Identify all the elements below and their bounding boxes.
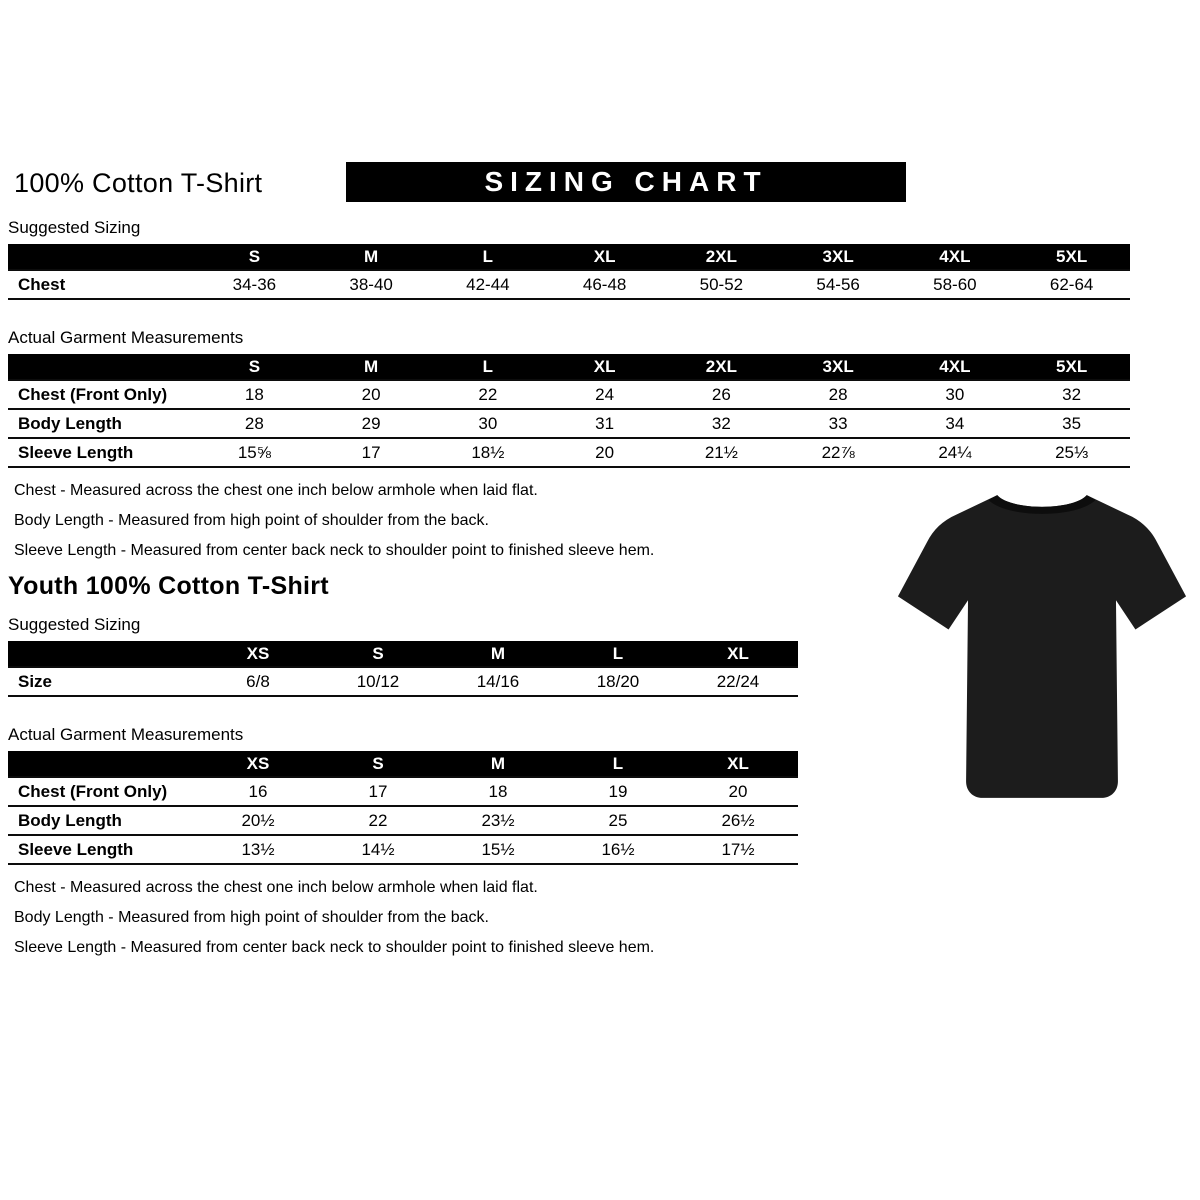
- column-header: 2XL: [663, 244, 780, 270]
- column-header: S: [196, 354, 313, 380]
- note-sleeve-length: Sleeve Length - Measured from center back neck to shoulder point to finished sleeve hem.: [14, 939, 655, 956]
- column-header: M: [313, 244, 430, 270]
- cell-value: 25: [558, 806, 678, 835]
- note-body-length: Body Length - Measured from high point of shoulder from the back.: [14, 909, 489, 926]
- cell-value: 14/16: [438, 667, 558, 696]
- cell-value: 21½: [663, 438, 780, 467]
- row-label: Sleeve Length: [8, 438, 196, 467]
- cell-value: 14½: [318, 835, 438, 864]
- cell-value: 29: [313, 409, 430, 438]
- cell-value: 34: [897, 409, 1014, 438]
- column-header: 4XL: [897, 354, 1014, 380]
- cell-value: 17½: [678, 835, 798, 864]
- table-row: [8, 835, 798, 864]
- cell-value: 22/24: [678, 667, 798, 696]
- youth-actual-table: [8, 751, 798, 865]
- column-header: L: [558, 751, 678, 777]
- cell-value: 16: [198, 777, 318, 806]
- row-label: Body Length: [8, 409, 196, 438]
- cell-value: 34-36: [196, 270, 313, 299]
- column-header: 3XL: [780, 354, 897, 380]
- youth-notes: [8, 879, 1200, 957]
- column-header: S: [196, 244, 313, 270]
- cell-value: 33: [780, 409, 897, 438]
- header-row: [8, 168, 1200, 218]
- row-label: Sleeve Length: [8, 835, 198, 864]
- cell-value: 42-44: [430, 270, 547, 299]
- column-header: L: [430, 244, 547, 270]
- adult-actual-table: [8, 354, 1130, 468]
- header-row: [8, 244, 1130, 270]
- cell-value: 20: [678, 777, 798, 806]
- column-header: XS: [198, 751, 318, 777]
- column-header: XL: [546, 244, 663, 270]
- cell-value: 58-60: [897, 270, 1014, 299]
- column-header: S: [318, 751, 438, 777]
- table-row: [8, 667, 798, 696]
- cell-value: 19: [558, 777, 678, 806]
- cell-value: 18/20: [558, 667, 678, 696]
- cell-value: 25⅓: [1013, 438, 1130, 467]
- table-row: [8, 380, 1130, 409]
- column-header: [8, 751, 198, 777]
- cell-value: 18½: [430, 438, 547, 467]
- table-row: [8, 806, 798, 835]
- cell-value: 15⅝: [196, 438, 313, 467]
- column-header: XL: [546, 354, 663, 380]
- column-header: 2XL: [663, 354, 780, 380]
- note-sleeve-length: Sleeve Length - Measured from center back neck to shoulder point to finished sleeve hem.: [14, 542, 655, 559]
- youth-actual-measurements-label: Actual Garment Measurements: [8, 725, 244, 744]
- column-header: M: [438, 751, 558, 777]
- youth-suggested-sizing-label: Suggested Sizing: [8, 615, 141, 634]
- sizing-chart-banner: SIZING CHART: [346, 162, 906, 202]
- cell-value: 22: [318, 806, 438, 835]
- tshirt-silhouette-icon: [896, 476, 1188, 818]
- suggested-sizing-label: Suggested Sizing: [8, 218, 141, 237]
- cell-value: 17: [313, 438, 430, 467]
- page-title: 100% Cotton T-Shirt: [14, 168, 263, 198]
- cell-value: 13½: [198, 835, 318, 864]
- actual-measurements-label: Actual Garment Measurements: [8, 328, 244, 347]
- table-row: [8, 409, 1130, 438]
- column-header: [8, 354, 196, 380]
- cell-value: 30: [430, 409, 547, 438]
- cell-value: 20: [313, 380, 430, 409]
- youth-suggested-table: [8, 641, 798, 697]
- cell-value: 24: [546, 380, 663, 409]
- column-header: 5XL: [1013, 354, 1130, 380]
- note-chest: Chest - Measured across the chest one inch below armhole when laid flat.: [14, 482, 538, 499]
- cell-value: 54-56: [780, 270, 897, 299]
- cell-value: 26: [663, 380, 780, 409]
- column-header: XS: [198, 641, 318, 667]
- column-header: L: [558, 641, 678, 667]
- column-header: XL: [678, 751, 798, 777]
- cell-value: 31: [546, 409, 663, 438]
- column-header: L: [430, 354, 547, 380]
- cell-value: 23½: [438, 806, 558, 835]
- row-label: Chest (Front Only): [8, 380, 196, 409]
- cell-value: 30: [897, 380, 1014, 409]
- cell-value: 6/8: [198, 667, 318, 696]
- column-header: 4XL: [897, 244, 1014, 270]
- column-header: [8, 641, 198, 667]
- table-row: [8, 777, 798, 806]
- cell-value: 46-48: [546, 270, 663, 299]
- note-chest: Chest - Measured across the chest one inch below armhole when laid flat.: [14, 879, 538, 896]
- row-label: Body Length: [8, 806, 198, 835]
- cell-value: 28: [196, 409, 313, 438]
- cell-value: 20: [546, 438, 663, 467]
- cell-value: 18: [196, 380, 313, 409]
- row-label: Chest (Front Only): [8, 777, 198, 806]
- note-body-length: Body Length - Measured from high point of shoulder from the back.: [14, 512, 489, 529]
- column-header: XL: [678, 641, 798, 667]
- cell-value: 10/12: [318, 667, 438, 696]
- header-row: [8, 354, 1130, 380]
- table-row: [8, 270, 1130, 299]
- cell-value: 22: [430, 380, 547, 409]
- cell-value: 32: [1013, 380, 1130, 409]
- row-label: Size: [8, 667, 198, 696]
- header-row: [8, 641, 798, 667]
- cell-value: 62-64: [1013, 270, 1130, 299]
- youth-title: Youth 100% Cotton T-Shirt: [8, 572, 329, 600]
- cell-value: 35: [1013, 409, 1130, 438]
- row-label: Chest: [8, 270, 196, 299]
- adult-suggested-table: [8, 244, 1130, 300]
- column-header: M: [313, 354, 430, 380]
- cell-value: 15½: [438, 835, 558, 864]
- column-header: [8, 244, 196, 270]
- cell-value: 26½: [678, 806, 798, 835]
- cell-value: 20½: [198, 806, 318, 835]
- cell-value: 24¼: [897, 438, 1014, 467]
- table-row: [8, 438, 1130, 467]
- cell-value: 50-52: [663, 270, 780, 299]
- column-header: 5XL: [1013, 244, 1130, 270]
- cell-value: 32: [663, 409, 780, 438]
- tshirt-image: [896, 476, 1188, 818]
- cell-value: 28: [780, 380, 897, 409]
- column-header: S: [318, 641, 438, 667]
- column-header: 3XL: [780, 244, 897, 270]
- cell-value: 16½: [558, 835, 678, 864]
- cell-value: 17: [318, 777, 438, 806]
- column-header: M: [438, 641, 558, 667]
- header-row: [8, 751, 798, 777]
- cell-value: 18: [438, 777, 558, 806]
- cell-value: 38-40: [313, 270, 430, 299]
- cell-value: 22⅞: [780, 438, 897, 467]
